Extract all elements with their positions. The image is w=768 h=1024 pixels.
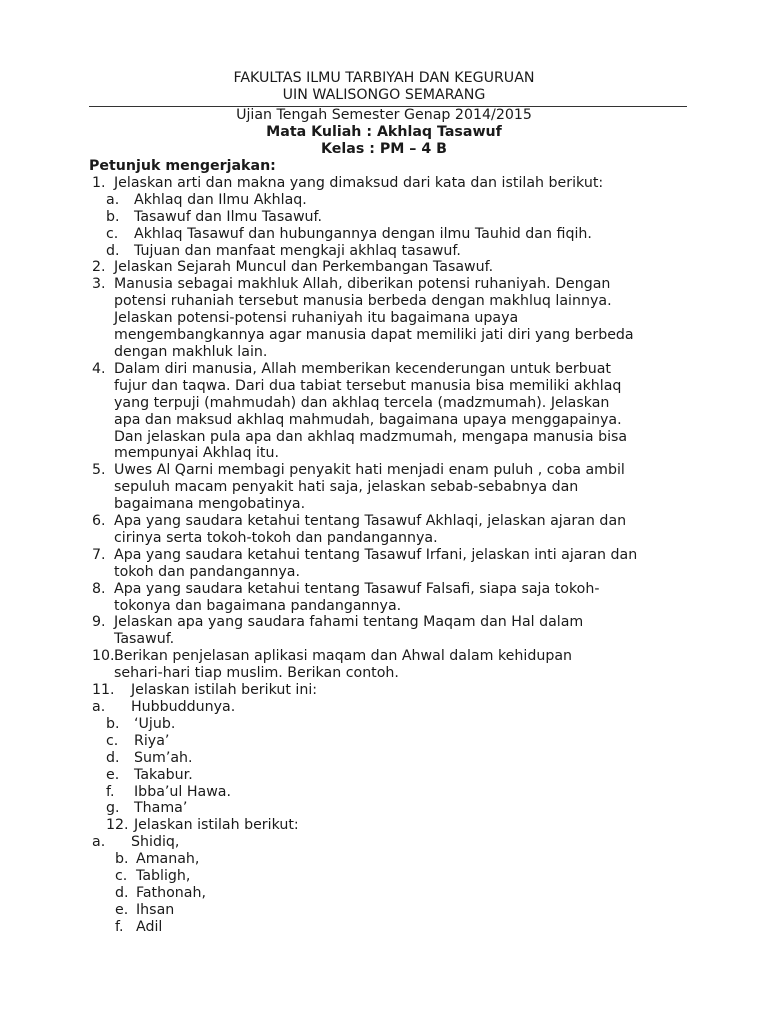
- class-title: Kelas : PM – 4 B: [321, 141, 447, 157]
- item-number: a.: [106, 191, 120, 208]
- item-number: 2.: [92, 259, 106, 276]
- item-text: Jelaskan potensi-potensi ruhaniyah itu bagaimana upaya: [114, 310, 519, 327]
- item-text: Uwes Al Qarni membagi penyakit hati menjadi enam puluh , coba ambil: [114, 462, 625, 479]
- item-number: 9.: [92, 614, 106, 631]
- item-text: Tujuan dan manfaat mengkaji akhlaq tasawuf.: [134, 242, 461, 259]
- sub-item: [89, 750, 689, 767]
- item-text: Dalam diri manusia, Allah memberikan kecenderungan untuk berbuat: [114, 360, 611, 377]
- item-text: Manusia sebagai makhluk Allah, diberikan potensi ruhaniyah. Dengan: [114, 276, 611, 293]
- faculty-title: FAKULTAS ILMU TARBIYAH DAN KEGURUAN: [233, 70, 535, 86]
- item-text: cirinya serta tokoh-tokoh dan pandangannya.: [114, 529, 438, 546]
- item-text: Tasawuf.: [114, 631, 175, 648]
- item-text: Sum’ah.: [134, 749, 193, 766]
- item-number: e.: [106, 766, 120, 783]
- item-number: 7.: [92, 546, 106, 563]
- sub-item: [89, 699, 689, 716]
- question-item: [89, 581, 689, 615]
- item-number: 4.: [92, 360, 106, 377]
- exam-body: [89, 158, 689, 936]
- item-text: potensi ruhaniah tersebut manusia berbeda dengan makhluq lainnya.: [114, 293, 612, 310]
- sub-item: [89, 919, 689, 936]
- item-text: Thama’: [134, 800, 188, 817]
- item-text: Apa yang saudara ketahui tentang Tasawuf Irfani, jelaskan inti ajaran dan: [114, 546, 638, 563]
- sub-item: [89, 784, 689, 801]
- item-text: sepuluh macam penyakit hati saja, jelaskan sebab-sebabnya dan: [114, 479, 579, 496]
- item-text: Berikan penjelasan aplikasi maqam dan Ahwal dalam kehidupan: [114, 648, 573, 665]
- sub-item: [89, 716, 689, 733]
- sub-item: [89, 834, 689, 851]
- question-item: [89, 817, 689, 834]
- item-number: 8.: [92, 580, 106, 597]
- item-number: d.: [106, 242, 120, 259]
- item-number: 6.: [92, 513, 106, 530]
- item-text: mengembangkannya agar manusia dapat memiliki jati diri yang berbeda: [114, 327, 634, 344]
- item-text: Jelaskan istilah berikut:: [134, 817, 299, 834]
- item-text: Jelaskan apa yang saudara fahami tentang Maqam dan Hal dalam: [114, 614, 584, 631]
- question-item: [89, 175, 689, 192]
- item-text: sehari-hari tiap muslim. Berikan contoh.: [114, 665, 399, 682]
- sub-item: [89, 243, 689, 260]
- item-text: Jelaskan arti dan makna yang dimaksud dari kata dan istilah berikut:: [114, 174, 604, 191]
- item-text: Shidiq,: [131, 834, 180, 851]
- course-title: Mata Kuliah : Akhlaq Tasawuf: [266, 124, 502, 140]
- item-number: d.: [106, 749, 120, 766]
- item-text: Adil: [136, 918, 163, 935]
- item-number: b.: [106, 715, 120, 732]
- item-number: 11.: [92, 682, 115, 699]
- item-text: yang terpuji (mahmudah) dan akhlaq tercela (madzmumah). Jelaskan: [114, 394, 610, 411]
- sub-item: [89, 902, 689, 919]
- item-number: a.: [92, 834, 106, 851]
- sub-item: [89, 226, 689, 243]
- item-number: 10.: [92, 648, 115, 665]
- question-item: [89, 276, 689, 361]
- item-number: b.: [106, 208, 120, 225]
- item-number: a.: [92, 699, 106, 715]
- item-text: Ihsan: [136, 901, 175, 918]
- item-text: Jelaskan istilah berikut ini:: [131, 682, 318, 699]
- sub-item: [89, 767, 689, 784]
- item-text: Hubbuddunya.: [131, 699, 236, 715]
- item-text: Jelaskan Sejarah Muncul dan Perkembangan Tasawuf.: [114, 259, 494, 276]
- item-number: 5.: [92, 462, 106, 479]
- question-list: [89, 175, 689, 936]
- item-text: dengan makhluk lain.: [114, 343, 268, 360]
- question-item: [89, 513, 689, 547]
- item-number: d.: [115, 884, 129, 901]
- item-number: 12.: [106, 817, 129, 834]
- question-item: [89, 547, 689, 581]
- item-text: fujur dan taqwa. Dari dua tabiat tersebut manusia bisa memiliki akhlaq: [114, 377, 622, 394]
- question-item: [89, 682, 689, 699]
- item-text: Tabligh,: [136, 868, 191, 885]
- item-number: e.: [115, 901, 129, 918]
- sub-item: [89, 209, 689, 226]
- item-number: b.: [115, 851, 129, 868]
- item-text: Amanah,: [136, 851, 200, 868]
- item-text: mempunyai Akhlaq itu.: [114, 445, 279, 462]
- item-number: f.: [106, 783, 115, 800]
- item-number: 3.: [92, 276, 106, 293]
- item-text: tokoh dan pandangannya.: [114, 563, 301, 580]
- item-text: Akhlaq dan Ilmu Akhlaq.: [134, 191, 307, 208]
- item-number: c.: [115, 868, 128, 885]
- item-number: f.: [115, 918, 124, 935]
- item-number: c.: [106, 732, 119, 749]
- question-item: [89, 462, 689, 513]
- question-item: [89, 614, 689, 648]
- item-text: Apa yang saudara ketahui tentang Tasawuf Falsafi, siapa saja tokoh-: [114, 580, 600, 597]
- sub-item: [89, 885, 689, 902]
- item-number: 1.: [92, 174, 106, 191]
- item-text: Dan jelaskan pula apa dan akhlaq madzmumah, mengapa manusia bisa: [114, 428, 628, 445]
- sub-item: [89, 868, 689, 885]
- item-text: tokonya dan bagaimana pandangannya.: [114, 597, 402, 614]
- item-text: bagaimana mengobatinya.: [114, 496, 306, 513]
- item-text: apa dan maksud akhlaq mahmudah, bagaimana upaya menggapainya.: [114, 411, 622, 428]
- exam-title: Ujian Tengah Semester Genap 2014/2015: [236, 107, 532, 123]
- item-text: Tasawuf dan Ilmu Tasawuf.: [134, 208, 323, 225]
- sub-item: [89, 192, 689, 209]
- sub-item: [89, 851, 689, 868]
- sub-item: [89, 800, 689, 817]
- item-text: Ibba’ul Hawa.: [134, 783, 232, 800]
- question-item: [89, 361, 689, 462]
- question-item: [89, 648, 689, 682]
- item-text: Riya’: [134, 732, 170, 749]
- item-text: Akhlaq Tasawuf dan hubungannya dengan ilmu Tauhid dan fiqih.: [134, 225, 592, 242]
- instruction-heading: Petunjuk mengerjakan:: [89, 158, 276, 174]
- item-number: g.: [106, 800, 120, 817]
- sub-item: [89, 733, 689, 750]
- item-text: Fathonah,: [136, 884, 206, 901]
- item-number: c.: [106, 225, 119, 242]
- item-text: Takabur.: [134, 766, 193, 783]
- question-item: [89, 259, 689, 276]
- university-title: UIN WALISONGO SEMARANG: [282, 87, 486, 103]
- item-text: ‘Ujub.: [134, 715, 176, 732]
- item-text: Apa yang saudara ketahui tentang Tasawuf Akhlaqi, jelaskan ajaran dan: [114, 513, 627, 530]
